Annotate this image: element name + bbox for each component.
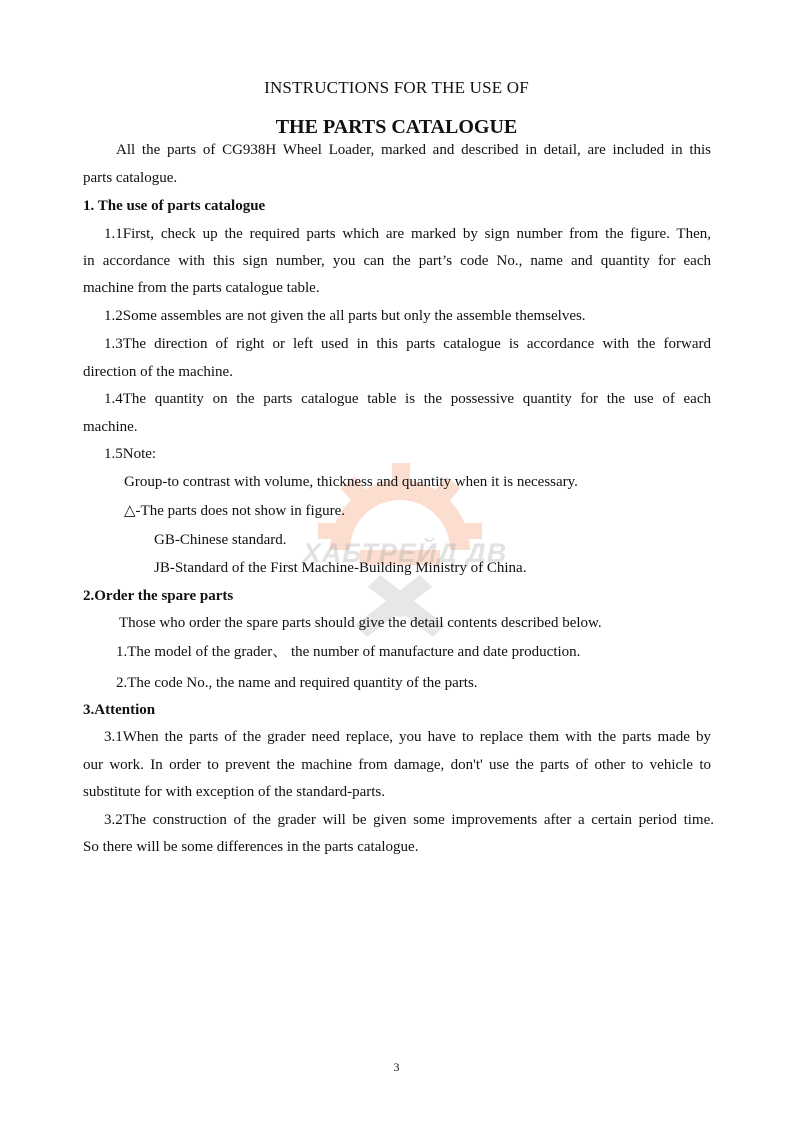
para-3-1-line-1: 3.1When the parts of the grader need replace, you have to replace them with the parts made by (104, 729, 711, 745)
para-3-1-line-2: our work. In order to prevent the machine from damage, don't' use the parts of other to vehicle to (83, 757, 711, 773)
para-1-1-line-2: in accordance with this sign number, you can the part’s code No., name and quantity for each (83, 253, 711, 269)
para-1-1-line-1: 1.1First, check up the required parts which are marked by sign number from the figure. Then, (104, 226, 711, 242)
intro-line-1: All the parts of CG938H Wheel Loader, marked and described in detail, are included in this (116, 142, 711, 158)
para-1-3-line-2: direction of the machine. (83, 364, 233, 380)
section-3-heading: 3.Attention (83, 702, 156, 718)
section-2-item-2: 2.The code No., the name and required quantity of the parts. (116, 675, 478, 691)
para-1-2: 1.2Some assembles are not given the all parts but only the assemble themselves. (104, 308, 586, 324)
watermark-text: ХАБТРЕЙД ДВ (302, 538, 508, 568)
para-3-2-line-2: So there will be some differences in the parts catalogue. (83, 839, 419, 855)
para-1-3-line-1: 1.3The direction of right or left used in this parts catalogue is accordance with the forward (104, 336, 711, 352)
title-line-1: INSTRUCTIONS FOR THE USE OF (264, 78, 529, 97)
note-group: Group-to contrast with volume, thickness and quantity when it is necessary. (124, 474, 578, 490)
section-2-intro: Those who order the spare parts should give the detail contents described below. (119, 615, 602, 631)
page-title: THE PARTS CATALOGUE (275, 116, 518, 138)
section-2-item-1: 1.The model of the grader、 the number of manufacture and date production. (116, 644, 581, 660)
para-3-2-line-1: 3.2The construction of the grader will be given some improvements after a certain period time. (104, 812, 714, 828)
section-2-heading: 2.Order the spare parts (83, 588, 234, 604)
section-1-heading: 1. The use of parts catalogue (83, 198, 266, 214)
note-triangle: △-The parts does not show in figure. (124, 503, 346, 519)
para-1-4-line-1: 1.4The quantity on the parts catalogue table is the possessive quantity for the use of each (104, 391, 711, 407)
para-1-5: 1.5Note: (104, 446, 157, 462)
para-1-4-line-2: machine. (83, 419, 138, 435)
para-1-1-line-3: machine from the parts catalogue table. (83, 280, 320, 296)
note-gb: GB-Chinese standard. (154, 532, 287, 548)
para-3-1-line-3: substitute for with exception of the standard-parts. (83, 784, 386, 800)
intro-line-2: parts catalogue. (83, 170, 178, 186)
note-jb: JB-Standard of the First Machine-Building Ministry of China. (154, 560, 527, 576)
page-number: 3 (393, 1060, 400, 1074)
